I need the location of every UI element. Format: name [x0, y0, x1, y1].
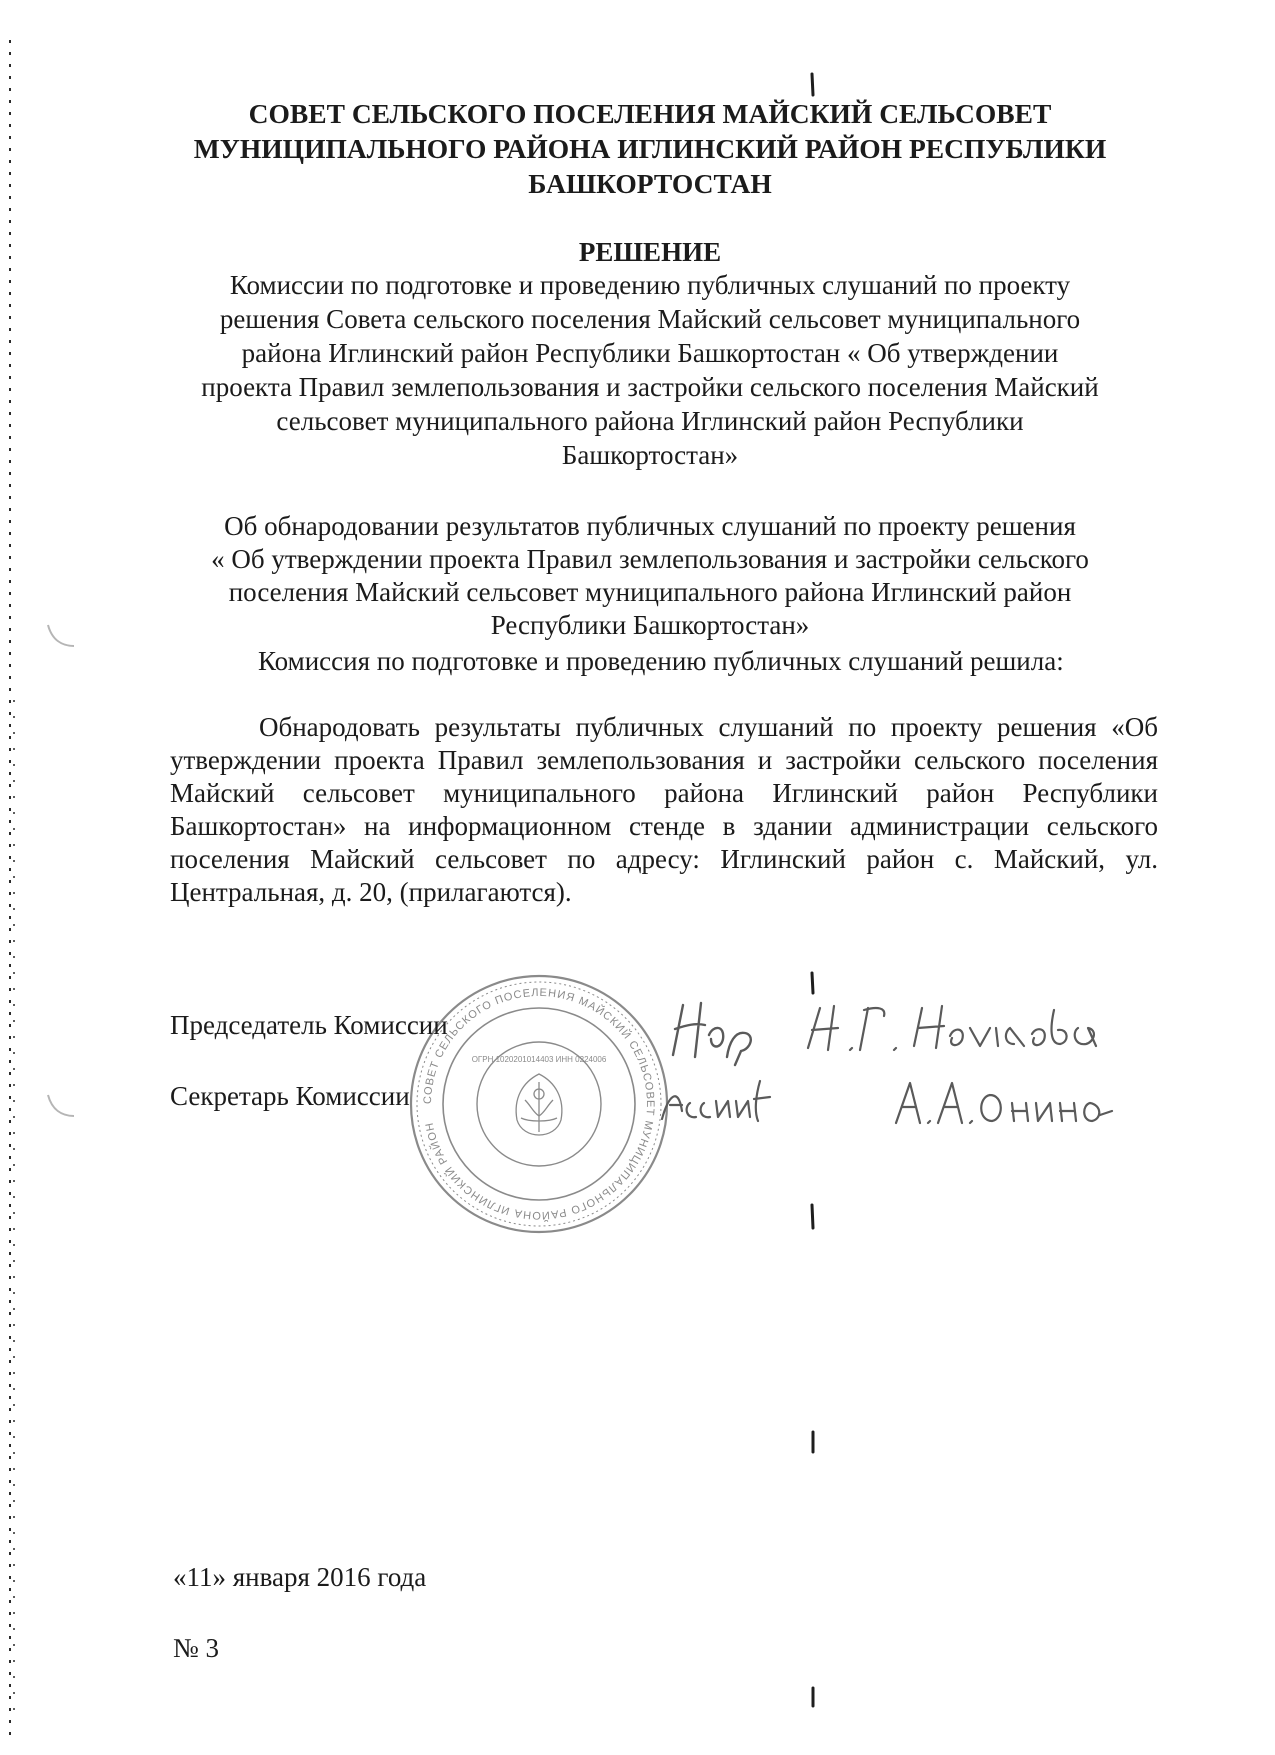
subtitle-line: Комиссии по подготовке и проведению публичных слушаний по проекту	[229, 270, 1071, 300]
stamp-text: СОВЕТ СЕЛЬСКОГО ПОСЕЛЕНИЯ МАЙСКИЙ СЕЛЬСОВЕТ МУНИЦИПАЛЬНОГО РАЙОНА ИГЛИНСКИЙ РАЙОН	[421, 986, 657, 1222]
decided-statement: Комиссия по подготовке и проведению публичных слушаний решила:	[258, 646, 1064, 676]
secretary-name-handwriting	[890, 1075, 1115, 1130]
about-heading	[170, 510, 1130, 642]
chairman-label: Председатель Комиссии	[170, 1010, 448, 1040]
secretary-label: Секретарь Комиссии	[170, 1081, 410, 1111]
document-date: «11» января 2016 года	[173, 1562, 427, 1592]
decision-subtitle	[170, 268, 1130, 472]
heading-line: БАШКОРТОСТАН	[528, 168, 772, 199]
about-line: « Об утверждении проекта Правил землепользования и застройки сельского	[211, 544, 1089, 574]
secretary-signature	[658, 1075, 783, 1127]
heading-line: МУНИЦИПАЛЬНОГО РАЙОНА ИГЛИНСКИЙ РАЙОН РЕСПУБЛИКИ	[193, 133, 1107, 164]
chairman-name-handwriting	[798, 998, 1108, 1060]
emblem-icon	[516, 1074, 562, 1135]
resolution-paragraph: Обнародовать результаты публичных слушаний по проекту решения «Об утверждении проекта Правил землепользования и застройки сельского поселения Майский сельсовет муниципального района Иглинский район Республики Башкортостан» на информационном стенде в здании администрации сельского поселения Майский сельсовет по адресу: Иглинский район с. Майский, ул. Центральная, д. 20, (прилагаются).	[170, 712, 1158, 907]
subtitle-line: Башкортостан»	[561, 440, 739, 470]
subtitle-line: проекта Правил землепользования и застройки сельского поселения Майский	[201, 372, 1099, 402]
about-line: Республики Башкортостан»	[490, 610, 810, 640]
subtitle-line: решения Совета сельского поселения Майский сельсовет муниципального	[219, 304, 1081, 334]
chairman-signature	[665, 995, 760, 1067]
heading-line: СОВЕТ СЕЛЬСКОГО ПОСЕЛЕНИЯ МАЙСКИЙ СЕЛЬСОВЕТ	[248, 98, 1052, 129]
subtitle-line: сельсовет муниципального района Иглинский район Республики	[276, 406, 1024, 436]
council-heading	[150, 96, 1150, 201]
left-edge-perforation	[10, 40, 14, 1740]
decision-title: РЕШЕНИЕ	[578, 237, 722, 267]
document-number: № 3	[173, 1633, 220, 1663]
subtitle-line: района Иглинский район Республики Башкортостан « Об утверждении	[241, 338, 1059, 368]
hole-punch-marks	[48, 625, 74, 1116]
about-line: Об обнародовании результатов публичных слушаний по проекту решения	[224, 511, 1076, 541]
stamp-code: ОГРН 1020201014403 ИНН 0224006	[471, 1055, 607, 1064]
about-line: поселения Майский сельсовет муниципального района Иглинский район	[228, 577, 1072, 607]
